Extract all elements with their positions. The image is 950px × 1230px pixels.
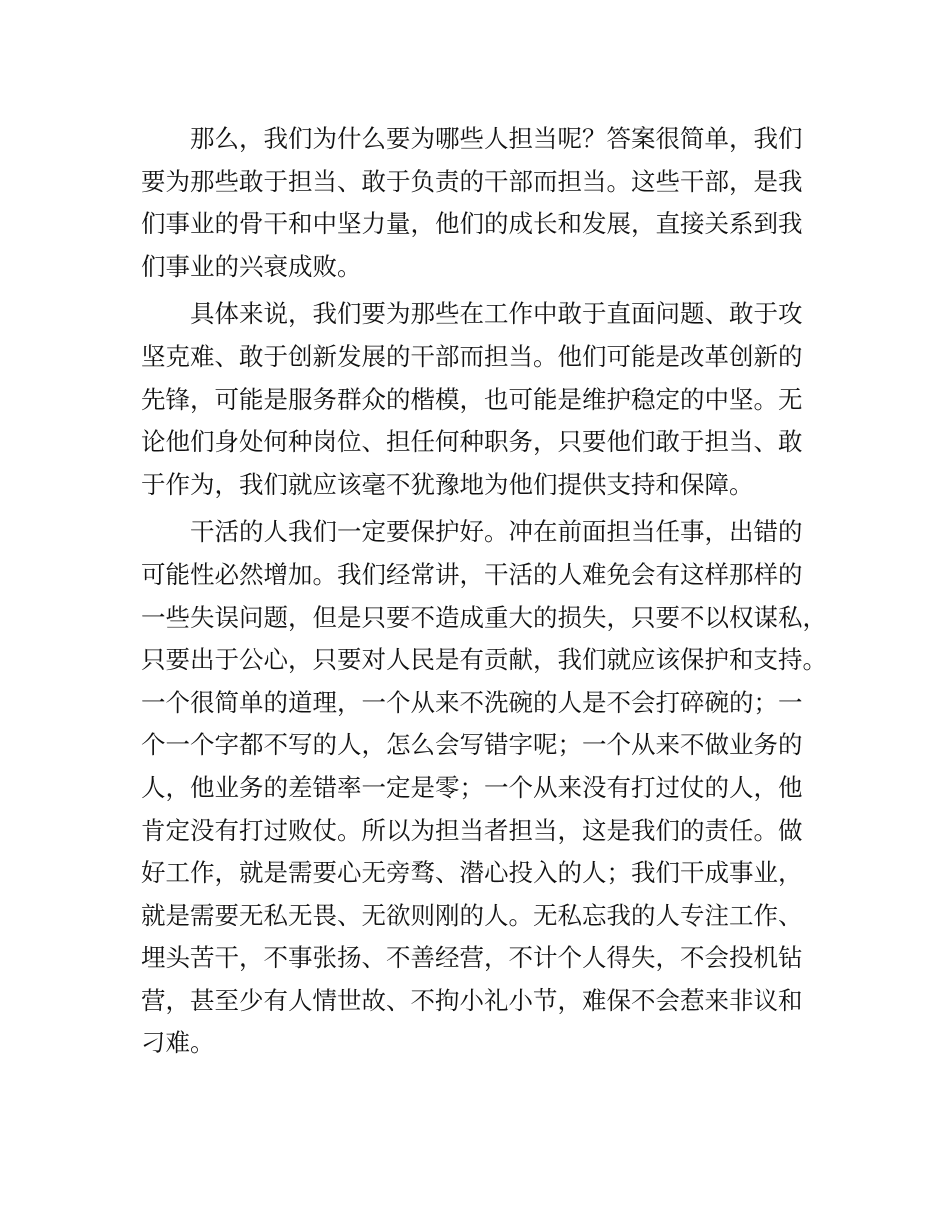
paragraph-line: 可能性必然增加。我们经常讲，干活的人难免会有这样那样的 bbox=[141, 559, 803, 589]
paragraph-line: 那么，我们为什么要为哪些人担当呢？答案很简单，我们 bbox=[190, 124, 803, 153]
paragraph-line: 好工作，就是需要心无旁骛、潜心投入的人；我们干成事业， bbox=[141, 858, 803, 888]
paragraph-line: 论他们身处何种岗位、担任何种职务，只要他们敢于担当、敢 bbox=[141, 427, 803, 457]
paragraph-line: 干活的人我们一定要保护好。冲在前面担当任事，出错的 bbox=[190, 517, 803, 547]
paragraph-line: 就是需要无私无畏、无欲则刚的人。无私忘我的人专注工作、 bbox=[141, 900, 803, 930]
paragraph-line: 只要出于公心，只要对人民是有贡献，我们就应该保护和支持。 bbox=[141, 645, 827, 675]
paragraph-line: 肯定没有打过败仗。所以为担当者担当，这是我们的责任。做 bbox=[141, 815, 803, 845]
paragraph-line: 具体来说，我们要为那些在工作中敢于直面问题、敢于攻 bbox=[190, 299, 803, 329]
paragraph-line: 人，他业务的差错率一定是零；一个从来没有打过仗的人，他 bbox=[141, 772, 803, 802]
paragraph-line: 埋头苦干，不事张扬、不善经营，不计个人得失，不会投机钻 bbox=[141, 943, 803, 973]
document-body bbox=[141, 118, 841, 1065]
paragraph-3 bbox=[141, 511, 841, 1065]
paragraph-line: 个一个字都不写的人，怎么会写错字呢；一个从来不做业务的 bbox=[141, 730, 803, 760]
paragraph-line: 刁难。 bbox=[141, 1028, 215, 1058]
paragraph-line: 一些失误问题，但是只要不造成重大的损失，只要不以权谋私， bbox=[141, 602, 827, 632]
paragraph-1 bbox=[141, 118, 841, 288]
paragraph-line: 坚克难、敢于创新发展的干部而担当。他们可能是改革创新的 bbox=[141, 341, 803, 371]
paragraph-line: 们事业的骨干和中坚力量，他们的成长和发展，直接关系到我 bbox=[141, 209, 803, 239]
paragraph-line: 一个很简单的道理，一个从来不洗碗的人是不会打碎碗的；一 bbox=[141, 687, 803, 717]
paragraph-line: 们事业的兴衰成败。 bbox=[141, 251, 362, 281]
paragraph-line: 先锋，可能是服务群众的楷模，也可能是维护稳定的中坚。无 bbox=[141, 384, 803, 414]
paragraph-line: 要为那些敢于担当、敢于负责的干部而担当。这些干部，是我 bbox=[141, 166, 803, 196]
paragraph-line: 营，甚至少有人情世故、不拘小礼小节，难保不会惹来非议和 bbox=[141, 985, 803, 1015]
paragraph-2 bbox=[141, 293, 841, 506]
paragraph-line: 于作为，我们就应该毫不犹豫地为他们提供支持和保障。 bbox=[141, 469, 754, 499]
